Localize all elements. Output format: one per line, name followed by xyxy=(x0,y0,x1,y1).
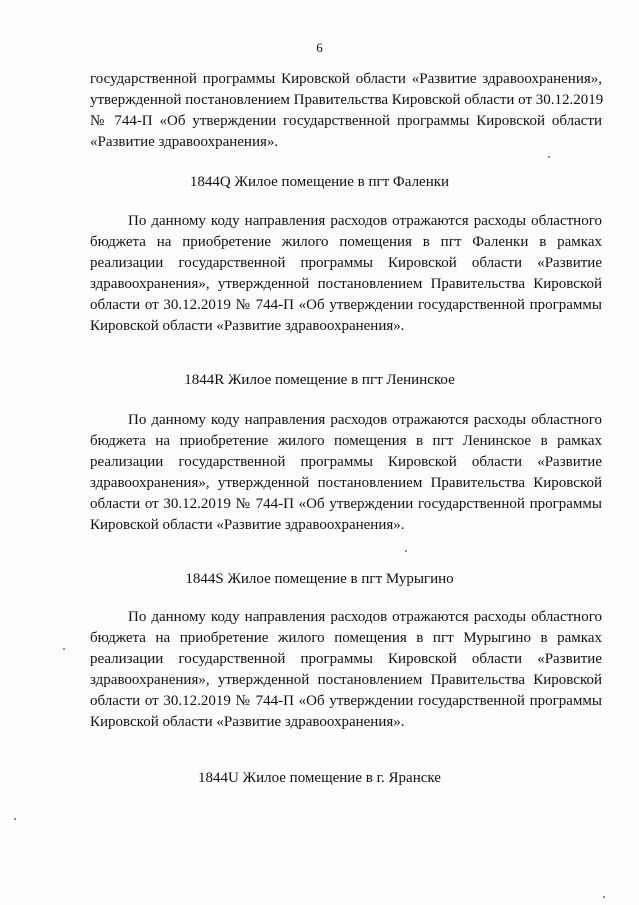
scan-speck xyxy=(603,896,605,898)
text-line: По данному коду направления расходов отражаются расходы областного xyxy=(128,609,602,625)
scan-speck xyxy=(14,818,16,820)
text-line: Кировской области «Развитие здравоохранения». xyxy=(90,517,405,533)
section-heading: 1844Q Жилое помещение в пгт Фаленки xyxy=(189,174,450,190)
text-line: № 744-П «Об утверждении государственной программы Кировской области xyxy=(90,113,602,129)
text-line: «Развитие здравоохранения». xyxy=(90,134,279,150)
section-heading: 1844U Жилое помещение в г. Яранске xyxy=(198,770,441,786)
text-line: Кировской области «Развитие здравоохранения». xyxy=(90,318,405,334)
text-line: здравоохранения», утвержденной постановлением Правительства Кировской xyxy=(90,475,602,491)
section-heading: 1844R Жилое помещение в пгт Ленинское xyxy=(184,372,455,388)
text-line: реализации государственной программы Кировской области «Развитие xyxy=(90,255,602,271)
section-paragraph xyxy=(90,607,602,733)
scan-speck xyxy=(405,550,407,552)
text-line: Кировской области «Развитие здравоохранения». xyxy=(90,714,405,730)
text-line: По данному коду направления расходов отражаются расходы областного xyxy=(128,213,602,229)
scan-speck xyxy=(63,648,65,650)
text-line: бюджета на приобретение жилого помещения в пгт Фаленки в рамках xyxy=(90,234,602,250)
text-line: государственной программы Кировской области «Развитие здравоохранения», xyxy=(90,71,602,87)
text-line: утвержденной постановлением Правительства Кировской области от 30.12.2019 xyxy=(90,92,604,108)
scan-speck xyxy=(548,156,550,158)
text-line: реализации государственной программы Кировской области «Развитие xyxy=(90,651,602,667)
text-line: здравоохранения», утвержденной постановлением Правительства Кировской xyxy=(90,276,602,292)
text-line: По данному коду направления расходов отражаются расходы областного xyxy=(128,412,602,428)
intro-paragraph xyxy=(90,69,602,153)
page-number: 6 xyxy=(316,40,323,55)
text-line: области от 30.12.2019 № 744-П «Об утверждении государственной программы xyxy=(90,693,602,709)
text-line: бюджета на приобретение жилого помещения в пгт Мурыгино в рамках xyxy=(90,630,602,646)
section-heading: 1844S Жилое помещение в пгт Мурыгино xyxy=(185,571,454,587)
text-line: здравоохранения», утвержденной постановлением Правительства Кировской xyxy=(90,672,602,688)
section-paragraph xyxy=(90,211,602,337)
text-line: реализации государственной программы Кировской области «Развитие xyxy=(90,454,602,470)
text-line: области от 30.12.2019 № 744-П «Об утверждении государственной программы xyxy=(90,496,602,512)
section-paragraph xyxy=(90,410,602,536)
text-line: области от 30.12.2019 № 744-П «Об утверждении государственной программы xyxy=(90,297,602,313)
text-line: бюджета на приобретение жилого помещения в пгт Ленинское в рамках xyxy=(90,433,602,449)
